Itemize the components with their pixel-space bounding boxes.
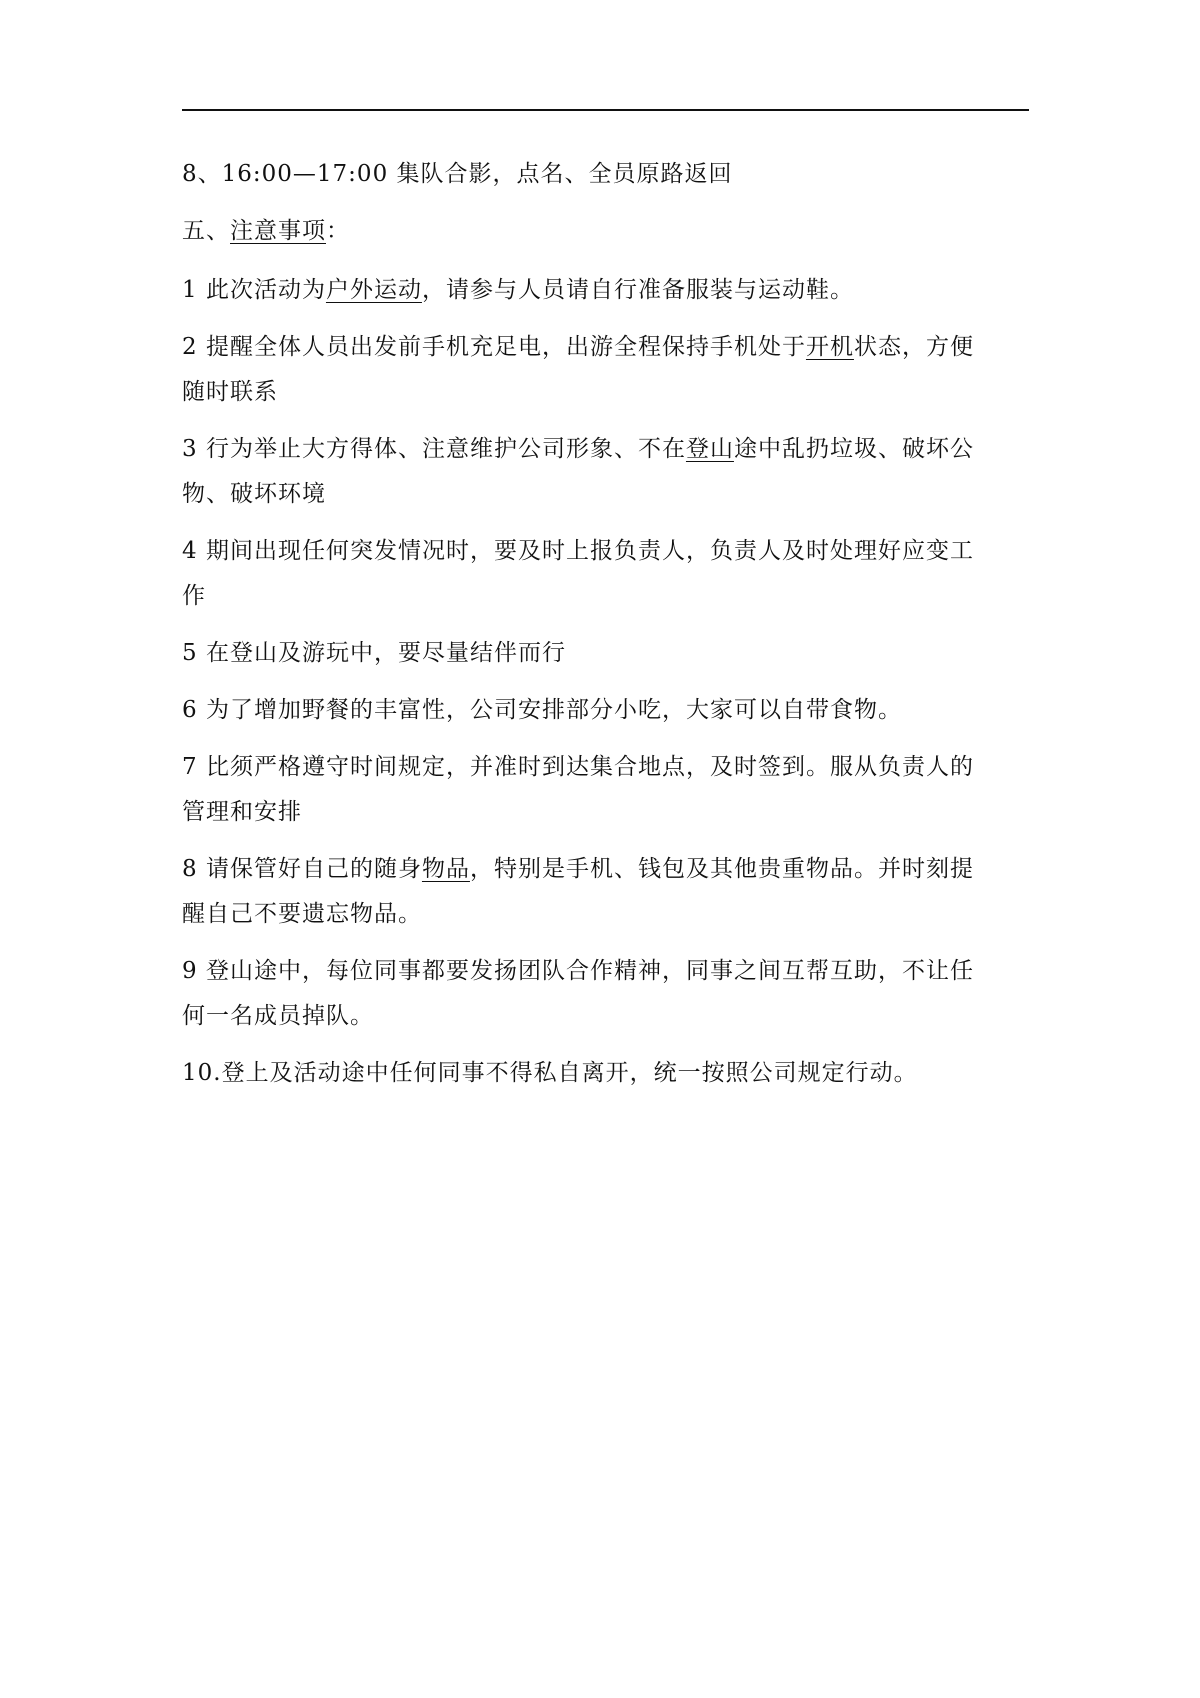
note-5-text: 5 在登山及游玩中，要尽量结伴而行 (182, 640, 566, 666)
note-10-text: 10.登上及活动途中任何同事不得私自离开，统一按照公司规定行动。 (182, 1060, 918, 1086)
section-number: 五、 (182, 218, 230, 244)
note-9-text: 9 登山途中，每位同事都要发扬团队合作精神，同事之间互帮互助，不让任何一名成员掉队。 (182, 958, 974, 1029)
note-1-text-b: ，请参与人员请自行准备服装与运动鞋。 (421, 277, 854, 303)
note-item-1 (182, 268, 997, 313)
note-8-text-b: ，特别是手机、钱包及其他贵重物品。并时刻提醒自己不要遗忘物品。 (182, 856, 974, 927)
note-item-8 (182, 847, 997, 937)
note-2-text-a: 2 提醒全体人员出发前手机充足电，出游全程保持手机处于 (182, 334, 806, 360)
schedule-item-8-text: 8、16:00—17:00 集队合影，点名、全员原路返回 (182, 161, 733, 187)
schedule-item-8 (182, 152, 997, 197)
note-item-6 (182, 688, 997, 733)
note-2-underlined: 开机 (805, 334, 854, 360)
note-7-text: 7 比须严格遵守时间规定，并准时到达集合地点，及时签到。服从负责人的管理和安排 (182, 754, 974, 825)
section-title: 注意事项 (230, 218, 326, 244)
note-1-text-a: 1 此次活动为 (182, 277, 326, 303)
document-body (182, 152, 997, 1108)
note-3-text-a: 3 行为举止大方得体、注意维护公司形象、不在 (182, 436, 686, 462)
section-heading-notes (182, 209, 997, 254)
note-item-3 (182, 427, 997, 517)
note-3-underlined: 登山 (685, 436, 734, 462)
note-6-text: 6 为了增加野餐的丰富性，公司安排部分小吃，大家可以自带食物。 (182, 697, 902, 723)
header-rule (182, 109, 1029, 111)
note-2-text-b: 状态，方便随时联系 (182, 334, 974, 405)
note-8-text-a: 8 请保管好自己的随身 (182, 856, 422, 882)
note-item-4 (182, 529, 997, 619)
note-3-text-b: 途中乱扔垃圾、破坏公物、破坏环境 (182, 436, 974, 507)
note-item-7 (182, 745, 997, 835)
section-colon: ： (326, 218, 350, 244)
note-1-underlined: 户外运动 (325, 277, 422, 303)
note-4-text: 4 期间出现任何突发情况时，要及时上报负责人，负责人及时处理好应变工作 (182, 538, 974, 609)
note-item-5 (182, 631, 997, 676)
note-item-9 (182, 949, 997, 1039)
note-8-underlined: 物品 (421, 856, 470, 882)
note-item-10 (182, 1051, 997, 1096)
note-item-2 (182, 325, 997, 415)
